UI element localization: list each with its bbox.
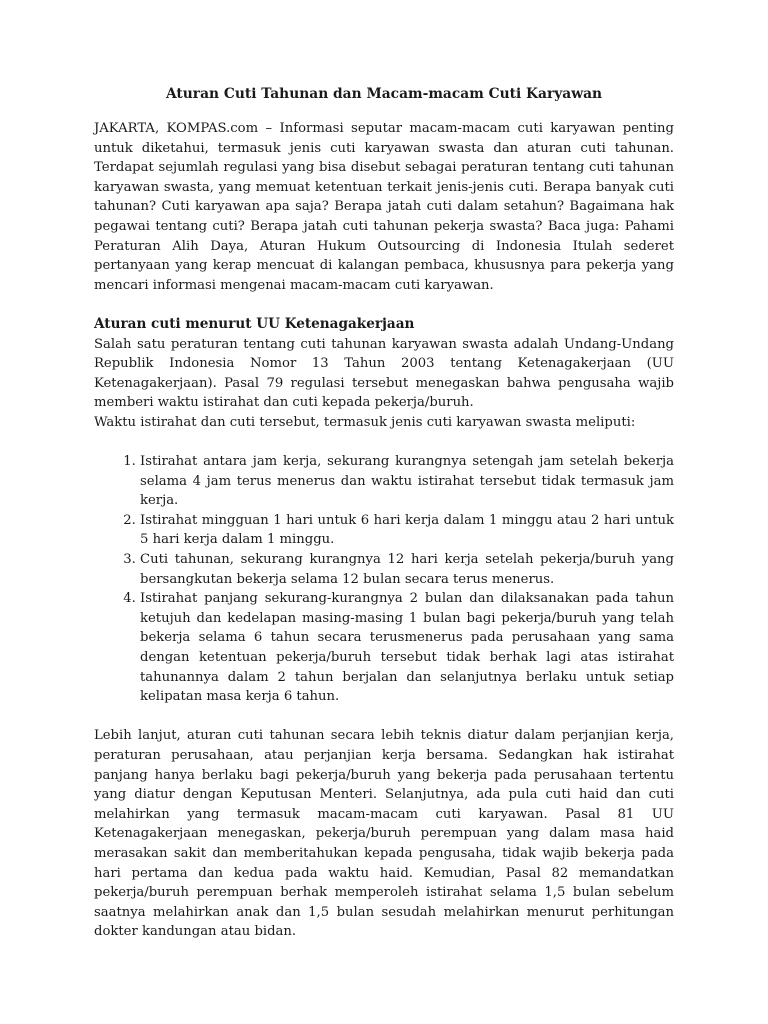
leave-types-list — [94, 452, 674, 707]
document-title: Aturan Cuti Tahunan dan Macam-macam Cuti Karyawan — [165, 86, 603, 102]
intro-paragraph: JAKARTA, KOMPAS.com – Informasi seputar macam-macam cuti karyawan penting untuk diketahui, termasuk jenis cuti karyawan swasta dan aturan cuti tahunan. Terdapat sejumlah regulasi yang bisa disebut sebagai peraturan tentang cuti tahunan karyawan swasta, yang memuat ketentuan terkait jenis-jenis cuti. Berapa banyak cuti tahunan? Cuti karyawan apa saja? Berapa jatah cuti dalam setahun? Bagaimana hak pegawai tentang cuti? Berapa jatah cuti tahunan pekerja swasta? Baca juga: Pahami Peraturan Alih Daya, Aturan Hukum Outsourcing di Indonesia Itulah sederet pertanyaan yang kerap mencuat di kalangan pembaca, khususnya para pekerja yang mencari informasi mengenai macam-macam cuti karyawan. — [94, 121, 674, 293]
list-item: 1. Istirahat antara jam kerja, sekurang kurangnya setengah jam setelah bekerja selama 4 jam terus menerus dan waktu istirahat tersebut tidak termasuk jam kerja. — [140, 452, 674, 511]
list-intro-paragraph: Waktu istirahat dan cuti tersebut, termasuk jenis cuti karyawan swasta meliputi: — [94, 414, 636, 430]
section-heading: Aturan cuti menurut UU Ketenagakerjaan — [94, 315, 415, 332]
section-paragraph: Salah satu peraturan tentang cuti tahunan karyawan swasta adalah Undang-Undang Republik Indonesia Nomor 13 Tahun 2003 tentang Ketenagakerjaan (UU Ketenagakerjaan). Pasal 79 regulasi tersebut menegaskan bahwa pengusaha wajib memberi waktu istirahat dan cuti kepada pekerja/buruh. — [94, 336, 674, 411]
list-item: 2. Istirahat mingguan 1 hari untuk 6 hari kerja dalam 1 minggu atau 2 hari untuk 5 hari kerja dalam 1 minggu. — [140, 511, 674, 550]
spacer — [94, 707, 674, 727]
closing-paragraph: Lebih lanjut, aturan cuti tahunan secara lebih teknis diatur dalam perjanjian kerja, peraturan perusahaan, atau perjanjian kerja bersama. Sedangkan hak istirahat panjang hanya berlaku bagi pekerja/buruh yang bekerja pada perusahaan tertentu yang diatur dengan Keputusan Menteri. Selanjutnya, ada pula cuti haid dan cuti melahirkan yang termasuk macam-macam cuti karyawan. Pasal 81 UU Ketenagakerjaan menegaskan, pekerja/buruh perempuan yang dalam masa haid merasakan sakit dan memberitahukan kepada pengusaha, tidak wajib bekerja pada hari pertama dan kedua pada waktu haid. Kemudian, Pasal 82 memandatkan pekerja/buruh perempuan berhak memperoleh istirahat selama 1,5 bulan sebelum saatnya melahirkan anak dan 1,5 bulan sesudah melahirkan menurut perhitungan dokter kandungan atau bidan. — [94, 728, 674, 940]
spacer — [94, 295, 674, 315]
list-item: 4. Istirahat panjang sekurang-kurangnya 2 bulan dan dilaksanakan pada tahun ketujuh dan kedelapan masing-masing 1 bulan bagi pekerja/buruh yang telah bekerja selama 6 tahun secara terusmenerus pada perusahaan yang sama dengan ketentuan pekerja/buruh tersebut tidak berhak lagi atas istirahat tahunannya dalam 2 tahun berjalan dan selanjutnya berlaku untuk setiap kelipatan masa kerja 6 tahun. — [140, 589, 674, 707]
list-item: 3. Cuti tahunan, sekurang kurangnya 12 hari kerja setelah pekerja/buruh yang bersangkutan bekerja selama 12 bulan secara terus menerus. — [140, 550, 674, 589]
spacer — [94, 433, 674, 453]
